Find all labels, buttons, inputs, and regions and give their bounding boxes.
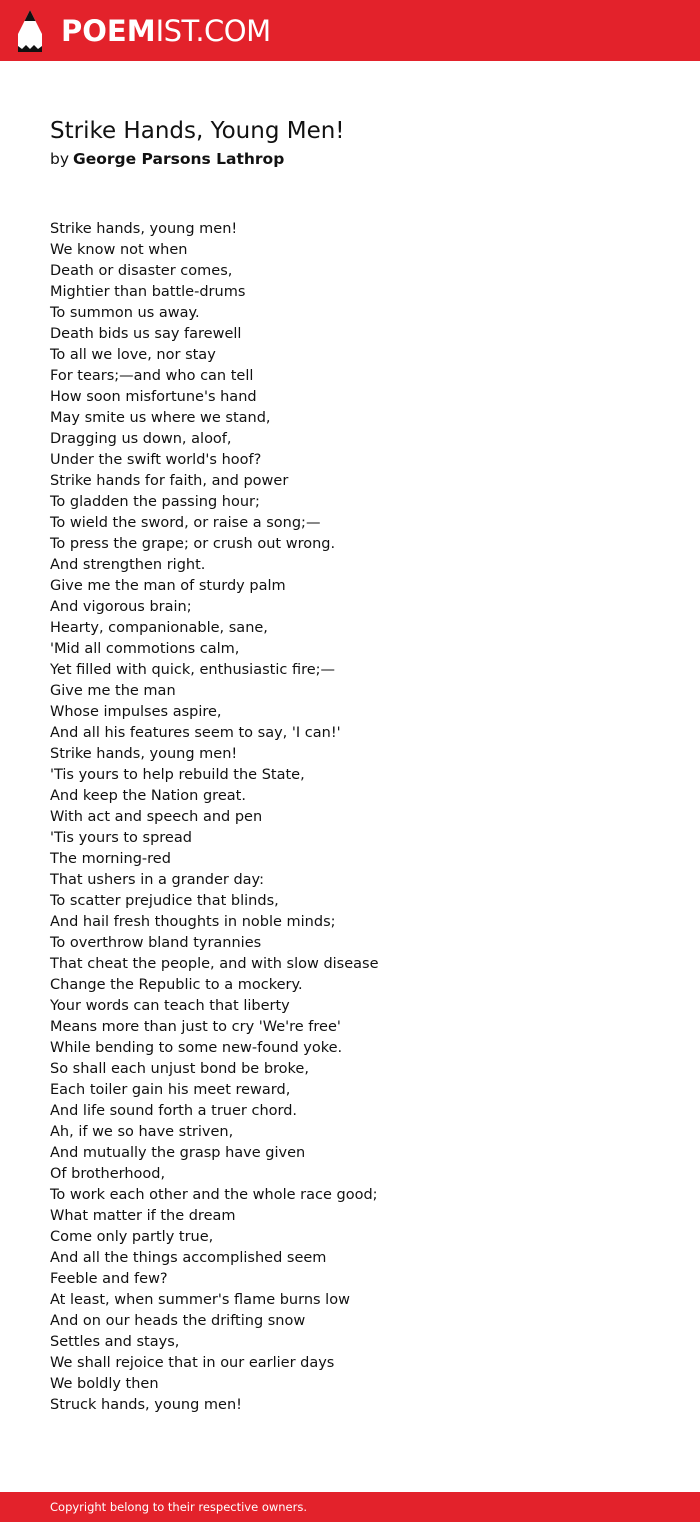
poem-line: Strike hands for faith, and power <box>50 473 289 489</box>
poem-line: Yet filled with quick, enthusiastic fire;— <box>50 662 336 678</box>
poem-line: Ah, if we so have striven, <box>50 1124 234 1140</box>
poem-line: Struck hands, young men! <box>50 1397 242 1413</box>
poem-line: With act and speech and pen <box>50 809 263 825</box>
poem-line: We boldly then <box>50 1376 159 1392</box>
poem-line: While bending to some new-found yoke. <box>50 1040 343 1056</box>
logo-text-light: IST.COM <box>155 14 271 48</box>
poem-line: And on our heads the drifting snow <box>50 1313 306 1329</box>
poem-line: To press the grape; or crush out wrong. <box>50 536 336 552</box>
poem-line: Strike hands, young men! <box>50 221 238 237</box>
poem-line: And keep the Nation great. <box>50 788 246 804</box>
poem-line: Hearty, companionable, sane, <box>50 620 268 636</box>
poem-title: Strike Hands, Young Men! <box>50 118 345 144</box>
site-logo-text <box>61 9 271 53</box>
poem-line: To scatter prejudice that blinds, <box>50 893 279 909</box>
poem-line: And strengthen right. <box>50 557 206 573</box>
poem-line: And hail fresh thoughts in noble minds; <box>50 914 336 930</box>
poem-line: And all the things accomplished seem <box>50 1250 327 1266</box>
poem-line: Give me the man <box>50 683 176 699</box>
poem-line: Feeble and few? <box>50 1271 168 1287</box>
poem-line: To gladden the passing hour; <box>50 494 260 510</box>
poem-line: To overthrow bland tyrannies <box>50 935 262 951</box>
site-logo-link[interactable] <box>18 9 271 53</box>
site-header <box>0 0 700 61</box>
poem-line: Give me the man of sturdy palm <box>50 578 286 594</box>
poem-line: At least, when summer's flame burns low <box>50 1292 350 1308</box>
poem-line: So shall each unjust bond be broke, <box>50 1061 309 1077</box>
poem-line: Strike hands, young men! <box>50 746 238 762</box>
poem-line: Change the Republic to a mockery. <box>50 977 303 993</box>
poem-line: To wield the sword, or raise a song;— <box>50 515 321 531</box>
poem-line: And vigorous brain; <box>50 599 192 615</box>
poem-line: That cheat the people, and with slow disease <box>50 956 379 972</box>
poem-line: 'Mid all commotions calm, <box>50 641 240 657</box>
poem-line: To summon us away. <box>50 305 200 321</box>
poem-line: 'Tis yours to help rebuild the State, <box>50 767 305 783</box>
poem-line: That ushers in a grander day: <box>50 872 264 888</box>
poem-line: Death bids us say farewell <box>50 326 242 342</box>
poem-author: George Parsons Lathrop <box>73 150 285 168</box>
poem-line: And mutually the grasp have given <box>50 1145 306 1161</box>
poem-line: To work each other and the whole race good; <box>50 1187 378 1203</box>
poem-line: Your words can teach that liberty <box>50 998 290 1014</box>
poem-byline <box>50 148 284 170</box>
poem-line: Death or disaster comes, <box>50 263 233 279</box>
poem-line: How soon misfortune's hand <box>50 389 257 405</box>
by-label: by <box>50 150 70 168</box>
poem-line: And all his features seem to say, 'I can!' <box>50 725 341 741</box>
logo-text-strong: POEM <box>61 14 156 48</box>
pencil-logo-icon <box>18 10 42 52</box>
poem-line: What matter if the dream <box>50 1208 236 1224</box>
poem-body <box>50 219 379 1416</box>
poem-line: The morning-red <box>50 851 171 867</box>
poem-line: Under the swift world's hoof? <box>50 452 262 468</box>
poem-line: Dragging us down, aloof, <box>50 431 232 447</box>
poem-line: And life sound forth a truer chord. <box>50 1103 298 1119</box>
poem-line: Each toiler gain his meet reward, <box>50 1082 291 1098</box>
poem-line: To all we love, nor stay <box>50 347 216 363</box>
poem-line: Whose impulses aspire, <box>50 704 222 720</box>
site-footer <box>0 1492 700 1522</box>
poem-line: 'Tis yours to spread <box>50 830 192 846</box>
poem-line: We know not when <box>50 242 188 258</box>
poem-line: For tears;—and who can tell <box>50 368 254 384</box>
poem-line: Mightier than battle-drums <box>50 284 246 300</box>
poem-line: May smite us where we stand, <box>50 410 271 426</box>
poem-line: Settles and stays, <box>50 1334 180 1350</box>
poem-line: Come only partly true, <box>50 1229 214 1245</box>
poem-line: We shall rejoice that in our earlier days <box>50 1355 335 1371</box>
copyright-text: Copyright belong to their respective owners. <box>50 1500 308 1514</box>
poem-line: Of brotherhood, <box>50 1166 166 1182</box>
poem-line: Means more than just to cry 'We're free' <box>50 1019 341 1035</box>
